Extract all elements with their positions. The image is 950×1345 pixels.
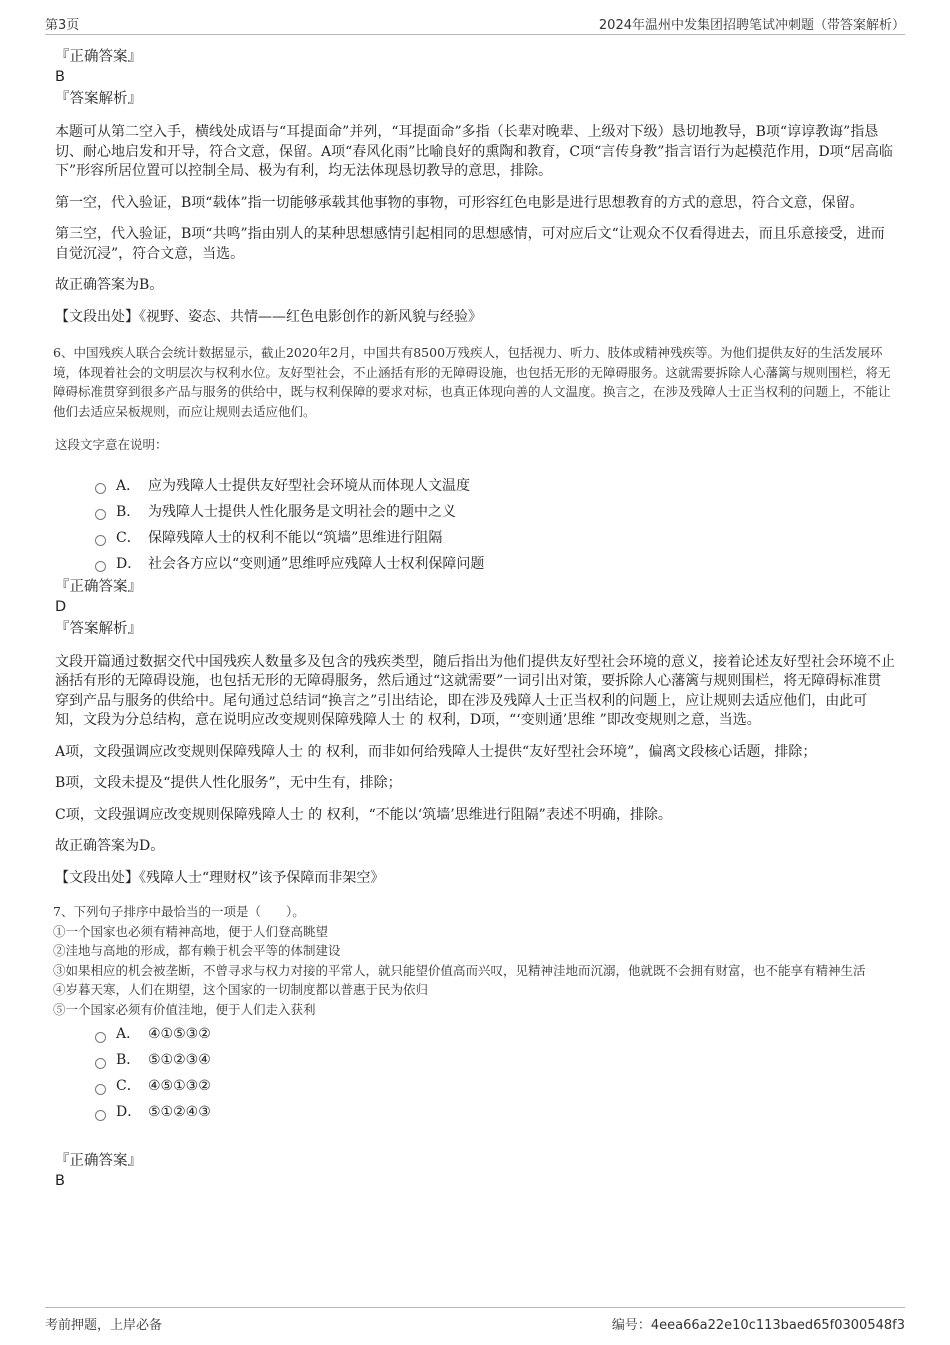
correct-answer: B (55, 69, 65, 85)
radio-icon[interactable] (95, 483, 106, 494)
radio-icon[interactable] (95, 535, 106, 546)
analysis-conclusion: 故正确答案为B。 (55, 277, 164, 293)
option-list (95, 473, 895, 577)
option-a[interactable]: A． ④①⑤③② (95, 1021, 895, 1047)
option-list (95, 1021, 895, 1125)
analysis-label: 『答案解析』 (55, 91, 142, 107)
analysis-conclusion: 故正确答案为D。 (55, 838, 165, 854)
answer-label: 『正确答案』 (55, 578, 142, 595)
source-citation: 【文段出处】《视野、姿态、共情——红色电影创作的新风貌与经验》 (55, 308, 482, 325)
document-title: 2024年温州中发集团招聘笔试冲刺题（带答案解析） (598, 18, 905, 33)
analysis-paragraph: 第三空，代入验证，B项“共鸣”指由别人的某种思想感情引起相同的思想感情，可对应后文“让观众不仅看得进去，而且乐意接受，进而自觉沉浸”，符合文意，当选。 (55, 226, 885, 262)
page-number: 第3页 (45, 18, 80, 33)
page-header (45, 14, 905, 35)
radio-icon[interactable] (95, 509, 106, 520)
analysis-label: 『答案解析』 (55, 620, 142, 637)
option-d[interactable]: D． ⑤①②④③ (95, 1099, 895, 1125)
option-d[interactable]: D． 社会各方应以“变则通”思维呼应残障人士权利保障问题 (95, 551, 895, 577)
footer-slogan: 考前押题，上岸必备 (45, 1318, 163, 1333)
radio-icon[interactable] (95, 1032, 106, 1043)
option-b[interactable]: B． ⑤①②③④ (95, 1047, 895, 1073)
question-stem: 6、中国残疾人联合会统计数据显示，截止2020年2月，中国共有8500万残疾人，包括视力、听力、肢体或精神残疾等。为他们提供友好的生活发展环境，体现着社会的文明层次与权利水位。友好型社会，不止涵括有形的无障碍设施，也包括无形的无障碍服务。这就需要拆除人心藩篱与规则围栏，将无障碍标准贯穿到很多产品与服务的供给中，既与权利保障的要求对标，也真正体现向善的人文温度。换言之，在涉及残障人士正当权利的问题上，不能让他们去适应呆板规则，而应让规则去适应他们。 (53, 345, 891, 419)
analysis-paragraph: B项，文段未提及“提供人性化服务”，无中生有，排除； (55, 775, 402, 791)
question-stem: 7、下列句子排序中最恰当的一项是（ ）。 ①一个国家也必须有精神高地，便于人们登高眺望 ②洼地与高地的形成，都有赖于机会平等的体制建设 ③如果相应的机会被垄断，不曾寻求与权力对接的平常人，就只能望价值高而兴叹，见精神洼地而沉溺，他就既不会拥有财富，也不能享有精神生活 ④岁暮天寒，人们在期望，这个国家的一切制度都以普惠于民为依归 ⑤一个国家必须有价值洼地，便于人们走入获利 (53, 904, 866, 1017)
analysis-paragraph: A项，文段强调应改变规则保障残障人士 的 权利，而非如何给残障人士提供“友好型社会环境”，偏离文段核心话题，排除； (55, 743, 817, 760)
radio-icon[interactable] (95, 1110, 106, 1121)
answer-label: 『正确答案』 (55, 1153, 142, 1169)
radio-icon[interactable] (95, 1084, 106, 1095)
correct-answer: D (55, 598, 67, 615)
correct-answer: B (55, 1173, 65, 1189)
radio-icon[interactable] (95, 561, 106, 572)
document-code: 编号：4eea66a22e10c113baed65f0300548f3 (611, 1318, 905, 1333)
analysis-paragraph: C项，文段强调应改变规则保障残障人士 的 权利，“不能以‘筑墙’思维进行阻隔”表述不明确，排除。 (55, 806, 672, 823)
page-footer (45, 1307, 905, 1333)
analysis-paragraph: 第一空，代入验证，B项“载体”指一切能够承载其他事物的事物，可形容红色电影是进行思想教育的方式的意思，符合文意，保留。 (55, 194, 864, 211)
option-a[interactable]: A． 应为残障人士提供友好型社会环境从而体现人文温度 (95, 473, 895, 499)
question-prompt: 这段文字意在说明： (55, 437, 168, 452)
analysis-paragraph: 文段开篇通过数据交代中国残疾人数量多及包含的残疾类型，随后指出为他们提供友好型社会环境的意义，接着论述友好型社会环境不止涵括有形的无障碍设施，也包括无形的无障碍服务，然后通过“这就需要”一词引出对策，要拆除人心藩篱与规则围栏，将无障碍标准贯穿到产品与服务的供给中。尾句通过总结词“换言之”引出结论，即在涉及残障人士正当权利的问题上，应让规则去适应他们，由此可知，文段为分总结构，意在说明应改变规则保障残障人士 的 权利，D项，“‘变则通’思维 ”即改变规则之意，当选。 (55, 653, 895, 728)
document-body (55, 47, 895, 1193)
option-c[interactable]: C． 保障残障人士的权利不能以“筑墙”思维进行阻隔 (95, 525, 895, 551)
analysis-paragraph: 本题可从第二空入手，横线处成语与“耳提面命”并列，“耳提面命”多指（长辈对晚辈、上级对下级）恳切地教导，B项“谆谆教诲”指恳切、耐心地启发和开导，符合文意，保留。A项“春风化雨”比喻良好的熏陶和教育，C项“言传身教”指言语行为起模范作用，D项“居高临下”形容所居位置可以控制全局、极为有利，均无法体现恳切教导的意思，排除。 (55, 124, 893, 179)
source-citation: 【文段出处】《残障人士“理财权”该予保障而非架空》 (55, 869, 385, 886)
option-b[interactable]: B． 为残障人士提供人性化服务是文明社会的题中之义 (95, 499, 895, 525)
radio-icon[interactable] (95, 1058, 106, 1069)
answer-label: 『正确答案』 (55, 49, 142, 65)
option-c[interactable]: C． ④⑤①③② (95, 1073, 895, 1099)
